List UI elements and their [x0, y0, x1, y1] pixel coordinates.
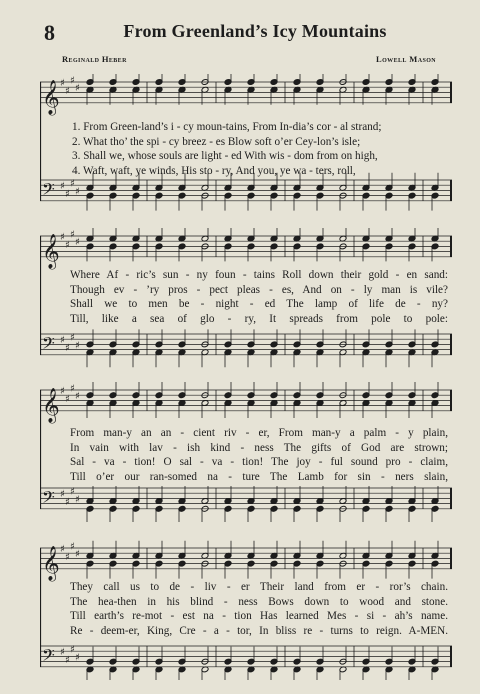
bass-clef-icon: 𝄢 [42, 178, 55, 203]
music-system-4 [40, 540, 452, 680]
lyric-line: Till, like a sea of glo - ry, It spreads from pole to pole: [70, 312, 448, 325]
sharp-icon: ♯ [70, 75, 75, 87]
sharp-icon: ♯ [75, 340, 80, 352]
sharp-icon: ♯ [60, 335, 65, 347]
treble-clef-icon: 𝄞 [42, 233, 60, 269]
sharp-icon: ♯ [75, 652, 80, 664]
sharp-icon: ♯ [60, 181, 65, 193]
lyric-line: The hea-then in his blind - ness Bows down to wood and stone. [70, 595, 448, 608]
sharp-icon: ♯ [60, 544, 65, 555]
music-system-1 [40, 74, 452, 214]
sharp-icon: ♯ [70, 486, 75, 498]
sharp-icon: ♯ [75, 186, 80, 198]
music-system-2 [40, 228, 452, 368]
lyric-line: From man-y an an - cient riv - er, From man-y a palm - y plain, [70, 427, 448, 439]
sharp-icon: ♯ [65, 239, 70, 251]
page-number: 8 [44, 20, 55, 45]
lyric-line: Where Af - ric’s sun - ny foun - tains Roll down their gold - en sand: [70, 269, 448, 281]
sharp-icon: ♯ [65, 497, 70, 508]
lyrics-block [70, 268, 448, 326]
lyric-line: Shall we to men be - night - ed The lamp of life de - ny? [70, 298, 448, 311]
lyrics-block [72, 120, 448, 178]
lyric-line: 3. Shall we, whose souls are light - ed With wis - dom from on high, [72, 150, 378, 163]
sharp-icon: ♯ [60, 386, 65, 397]
lyric-line: 1. From Green-land’s i - cy moun-tains, From In-dia’s cor - al strand; [72, 121, 382, 133]
sharp-icon: ♯ [75, 237, 80, 249]
sharp-icon: ♯ [60, 489, 65, 501]
sharp-icon: ♯ [65, 551, 70, 563]
treble-clef-icon: 𝄞 [42, 79, 60, 115]
lyrics-block [70, 580, 448, 638]
lyric-line: Sal - va - tion! O sal - va - tion! The joy - ful sound pro - claim, [70, 456, 448, 469]
bass-clef-icon: 𝄢 [42, 644, 55, 669]
sharp-icon: ♯ [70, 383, 75, 395]
hymn-title: From Greenland’s Icy Mountains [123, 21, 387, 41]
treble-clef-icon: 𝄞 [42, 545, 60, 581]
lyrics-block [70, 426, 448, 484]
sharp-icon: ♯ [60, 232, 65, 243]
lyric-line: 4. Waft, waft, ye winds, His sto - ry, And you, ye wa - ters, roll, [72, 164, 356, 177]
lyricist-credit: Reginald Heber [62, 54, 127, 64]
music-system-3 [40, 382, 452, 522]
lyric-line: In vain with lav - ish kind - ness The gifts of God are strown; [70, 441, 448, 454]
sharp-icon: ♯ [70, 541, 75, 553]
sharp-icon: ♯ [60, 78, 65, 89]
sharp-icon: ♯ [75, 494, 80, 506]
lyric-line: Though ev - ’ry pros - pect pleas - es, And on - ly man is vile? [70, 283, 448, 296]
sharp-icon: ♯ [65, 343, 70, 354]
sharp-icon: ♯ [65, 85, 70, 97]
bass-clef-icon: 𝄢 [42, 486, 55, 511]
sharp-icon: ♯ [70, 644, 75, 656]
sharp-icon: ♯ [75, 391, 80, 403]
sharp-icon: ♯ [65, 655, 70, 666]
lyric-line: 2. What tho’ the spi - cy breez - es Blow soft o’er Cey-lon’s isle; [72, 135, 361, 148]
lyric-line: Re - deem-er, King, Cre - a - tor, In bliss re - turns to reign. A-MEN. [70, 624, 448, 637]
lyric-line: They call us to de - liv - er Their land from er - ror’s chain. [70, 581, 448, 593]
bass-clef-icon: 𝄢 [42, 332, 55, 357]
sharp-icon: ♯ [65, 189, 70, 200]
sharp-icon: ♯ [70, 229, 75, 241]
composer-credit: Lowell Mason [376, 54, 436, 64]
sharp-icon: ♯ [75, 83, 80, 95]
sharp-icon: ♯ [60, 647, 65, 659]
sharp-icon: ♯ [70, 178, 75, 190]
lyric-line: Till o’er our ran-somed na - ture The Lamb for sin - ners slain, [70, 470, 448, 483]
lyric-line: Till earth’s re-mot - est na - tion Has learned Mes - si - ah’s name. [70, 610, 448, 623]
sharp-icon: ♯ [75, 549, 80, 561]
sharp-icon: ♯ [70, 332, 75, 344]
sharp-icon: ♯ [65, 393, 70, 405]
treble-clef-icon: 𝄞 [42, 387, 60, 423]
